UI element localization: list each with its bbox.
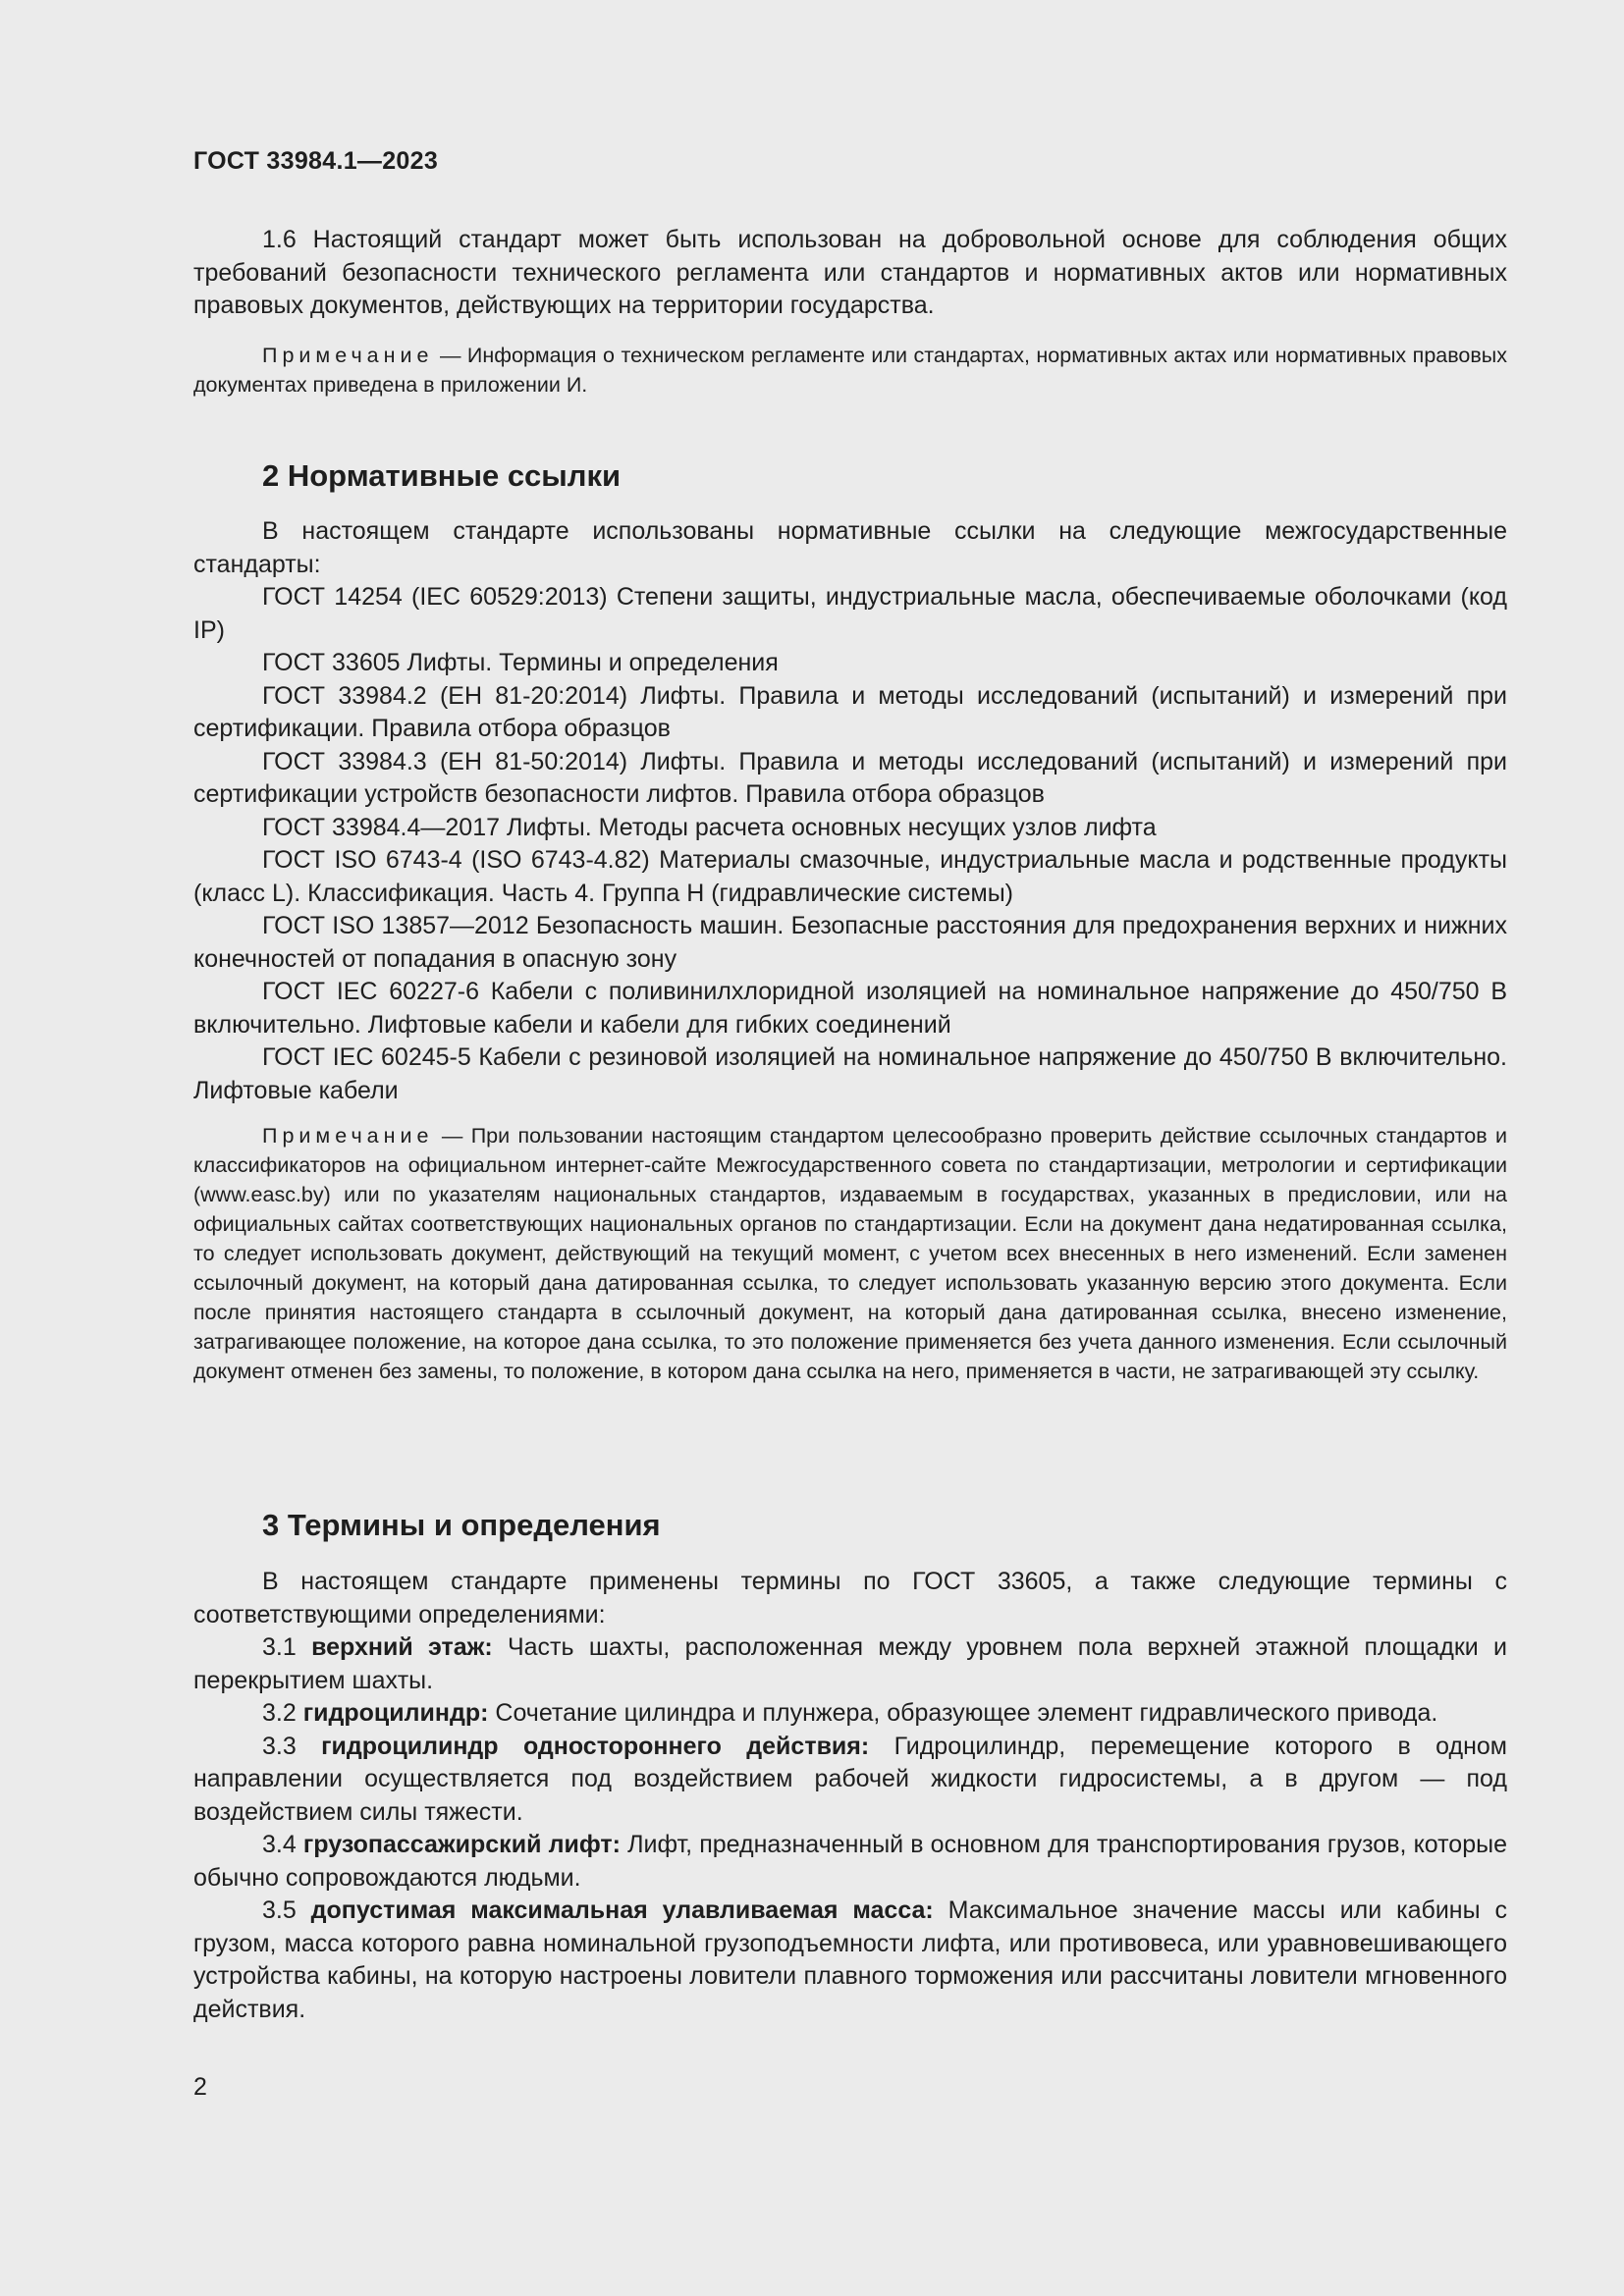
section-2-intro: В настоящем стандарте использованы нормативные ссылки на следующие межгосударственные стандарты: — [193, 517, 1507, 578]
clause-1-6-text: 1.6 Настоящий стандарт может быть использован на добровольной основе для соблюдения общих требований безопасности технического регламента или стандартов и нормативных актов или нормативных правовых документов, действующих на территории государства. — [193, 226, 1507, 319]
term-entry: 3.5 допустимая максимальная улавливаемая масса: Максимальное значение массы или кабины с грузом, масса которого равна номинальной грузоподъемности лифта, или противовеса, или уравновешивающего устройства кабины, на которую настроены ловители плавного торможения или рассчитаны ловители мгновенного действия. — [193, 1896, 1507, 2023]
reference-item: ГОСТ IEC 60245-5 Кабели с резиновой изоляцией на номинальное напряжение до 450/750 В включительно. Лифтовые кабели — [193, 1043, 1507, 1104]
term-definition: Часть шахты, расположенная между уровнем пола верхней этажной площадки и перекрытием шахты. — [193, 1633, 1507, 1694]
reference-item: ГОСТ 33605 Лифты. Термины и определения — [262, 649, 779, 676]
term-name: гидроцилиндр: — [302, 1699, 489, 1727]
reference-item: ГОСТ ISO 6743-4 (ISO 6743-4.82) Материалы смазочные, индустриальные масла и родственные продукты (класс L). Классификация. Часть 4. Группа Н (гидравлические системы) — [193, 846, 1507, 907]
note-label: Примечание — [262, 1124, 434, 1148]
note-text: — Информация о техническом регламенте или стандартах, нормативных актах или нормативных правовых документах приведена в приложении И. — [193, 344, 1507, 397]
term-name: верхний этаж: — [311, 1633, 493, 1661]
note-label: Примечание — [262, 344, 434, 367]
running-header: ГОСТ 33984.1—2023 — [193, 147, 439, 175]
page-number: 2 — [193, 2073, 207, 2101]
clause-1-6 — [193, 224, 1507, 323]
term-entry: 3.1 верхний этаж: Часть шахты, расположенная между уровнем пола верхней этажной площадки и перекрытием шахты. — [193, 1633, 1507, 1694]
section-3-heading: 3 Термины и определения — [262, 1508, 661, 1542]
section-2-heading-wrap — [193, 456, 1507, 496]
term-name: гидроцилиндр одностороннего действия: — [321, 1732, 870, 1760]
note-1 — [193, 341, 1507, 400]
section-2-heading: 2 Нормативные ссылки — [262, 458, 622, 493]
reference-item: ГОСТ ISO 13857—2012 Безопасность машин. Безопасные расстояния для предохранения верхних и нижних конечностей от попадания в опасную зону — [193, 912, 1507, 973]
term-definition: Гидроцилиндр, перемещение которого в одном направлении осуществляется под воздействием рабочей жидкости гидросистемы, а в другом — под воздействием силы тяжести. — [193, 1732, 1507, 1826]
term-entry: 3.2 гидроцилиндр: Сочетание цилиндра и плунжера, образующее элемент гидравлического привода. — [262, 1699, 1438, 1727]
reference-item: ГОСТ 33984.2 (ЕН 81-20:2014) Лифты. Правила и методы исследований (испытаний) и измерений при сертификации. Правила отбора образцов — [193, 681, 1507, 742]
term-name: допустимая максимальная улавливаемая масса: — [310, 1896, 934, 1924]
reference-item: ГОСТ IEC 60227-6 Кабели с поливинилхлоридной изоляцией на номинальное напряжение до 450/750 В включительно. Лифтовые кабели и кабели для гибких соединений — [193, 978, 1507, 1039]
note-text: — При пользовании настоящим стандартом целесообразно проверить действие ссылочных стандартов и классификаторов на официальном интернет-сайте Межгосударственного совета по стандартизации, метрологии и сертификации (www.easc.by) или по указателям национальных стандартов, издаваемым в государствах, указанных в предисловии, или на официальных сайтах соответствующих национальных органов по стандартизации. Если на документ дана недатированная ссылка, то следует использовать документ, действующий на текущий момент, с учетом всех внесенных в него изменений. Если заменен ссылочный документ, на который дана датированная ссылка, то следует использовать указанную версию этого документа. Если после принятия настоящего стандарта в ссылочный документ, на который дана датированная ссылка, внесено изменение, затрагивающее положение, на которое дана ссылка, то это положение применяется без учета данного изменения. Если ссылочный документ отменен без замены, то положение, в котором дана ссылка на него, применяется в части, не затрагивающей эту ссылку. — [193, 1124, 1507, 1383]
section-3-body — [193, 1566, 1507, 2026]
note-2 — [193, 1121, 1507, 1386]
term-definition: Максимальное значение массы или кабины с грузом, масса которого равна номинальной грузоподъемности лифта, или противовеса, или уравновешивающего устройства кабины, на которую настроены ловители плавного торможения или рассчитаны ловители мгновенного действия. — [193, 1896, 1507, 2023]
term-definition: Сочетание цилиндра и плунжера, образующее элемент гидравлического привода. — [488, 1699, 1438, 1727]
section-2-body — [193, 515, 1507, 1107]
term-entry: 3.3 гидроцилиндр одностороннего действия: Гидроцилиндр, перемещение которого в одном направлении осуществляется под воздействием рабочей жидкости гидросистемы, а в другом — под воздействием силы тяжести. — [193, 1732, 1507, 1826]
term-name: грузопассажирский лифт: — [302, 1831, 621, 1858]
term-definition: Лифт, предназначенный в основном для транспортирования грузов, которые обычно сопровождаются людьми. — [193, 1831, 1507, 1892]
term-entry: 3.4 грузопассажирский лифт: Лифт, предназначенный в основном для транспортирования грузов, которые обычно сопровождаются людьми. — [193, 1831, 1507, 1892]
section-3-heading-wrap — [193, 1506, 1507, 1545]
reference-item: ГОСТ 33984.4—2017 Лифты. Методы расчета основных несущих узлов лифта — [262, 813, 1157, 841]
reference-item: ГОСТ 14254 (IEC 60529:2013) Степени защиты, индустриальные масла, обеспечиваемые оболочками (код IP) — [193, 583, 1507, 644]
section-3-intro: В настоящем стандарте применены термины по ГОСТ 33605, а также следующие термины с соответствующими определениями: — [193, 1568, 1507, 1629]
reference-item: ГОСТ 33984.3 (ЕН 81-50:2014) Лифты. Правила и методы исследований (испытаний) и измерений при сертификации устройств безопасности лифтов. Правила отбора образцов — [193, 747, 1507, 808]
